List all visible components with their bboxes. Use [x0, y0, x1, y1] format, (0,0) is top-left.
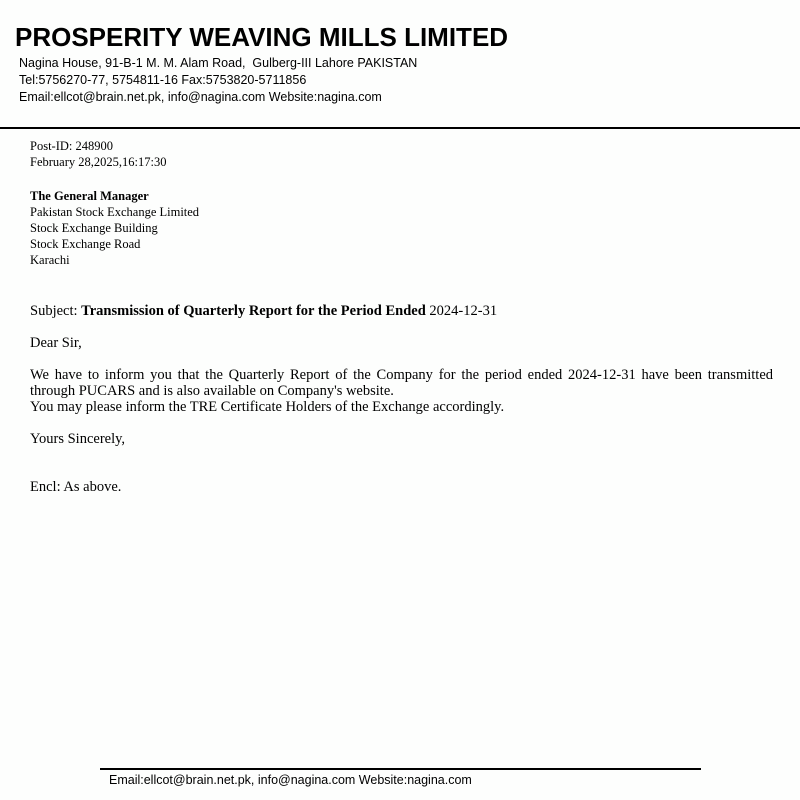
company-phones: Tel:5756270-77, 5754811-16 Fax:5753820-5711856 [19, 73, 307, 87]
footer-divider [100, 768, 701, 770]
subject-title: Transmission of Quarterly Report for the Period Ended [81, 303, 426, 319]
recipient-line: Pakistan Stock Exchange Limited [30, 205, 200, 219]
recipient-line: Karachi [30, 253, 70, 267]
post-id: Post-ID: 248900 [30, 139, 113, 153]
post-datetime: February 28,2025,16:17:30 [30, 155, 167, 169]
company-address: Nagina House, 91-B-1 M. M. Alam Road, Gulberg-III Lahore PAKISTAN [19, 56, 418, 70]
subject-label: Subject: [30, 303, 78, 319]
recipient-title: The General Manager [30, 189, 149, 203]
recipient-line: Stock Exchange Building [30, 221, 158, 235]
header-divider [0, 127, 800, 129]
footer-contact: Email:ellcot@brain.net.pk, info@nagina.com Website:nagina.com [109, 773, 472, 787]
recipient-line: Stock Exchange Road [30, 237, 141, 251]
enclosure: Encl: As above. [30, 479, 122, 495]
company-contact: Email:ellcot@brain.net.pk, info@nagina.com Website:nagina.com [19, 90, 382, 104]
subject-line [30, 303, 497, 320]
body-text-line: You may please inform the TRE Certificate Holders of the Exchange accordingly. [30, 399, 505, 415]
letter-body [30, 367, 773, 415]
body-text-line: through PUCARS and is also available on Company's website. [30, 383, 394, 399]
company-name: PROSPERITY WEAVING MILLS LIMITED [15, 22, 509, 52]
body-text-line: We have to inform you that the Quarterly Report of the Company for the period ended 2024-12-31 have been transmitted [30, 367, 773, 383]
salutation: Dear Sir, [30, 335, 82, 351]
subject-date: 2024-12-31 [429, 303, 498, 319]
closing: Yours Sincerely, [30, 431, 126, 447]
